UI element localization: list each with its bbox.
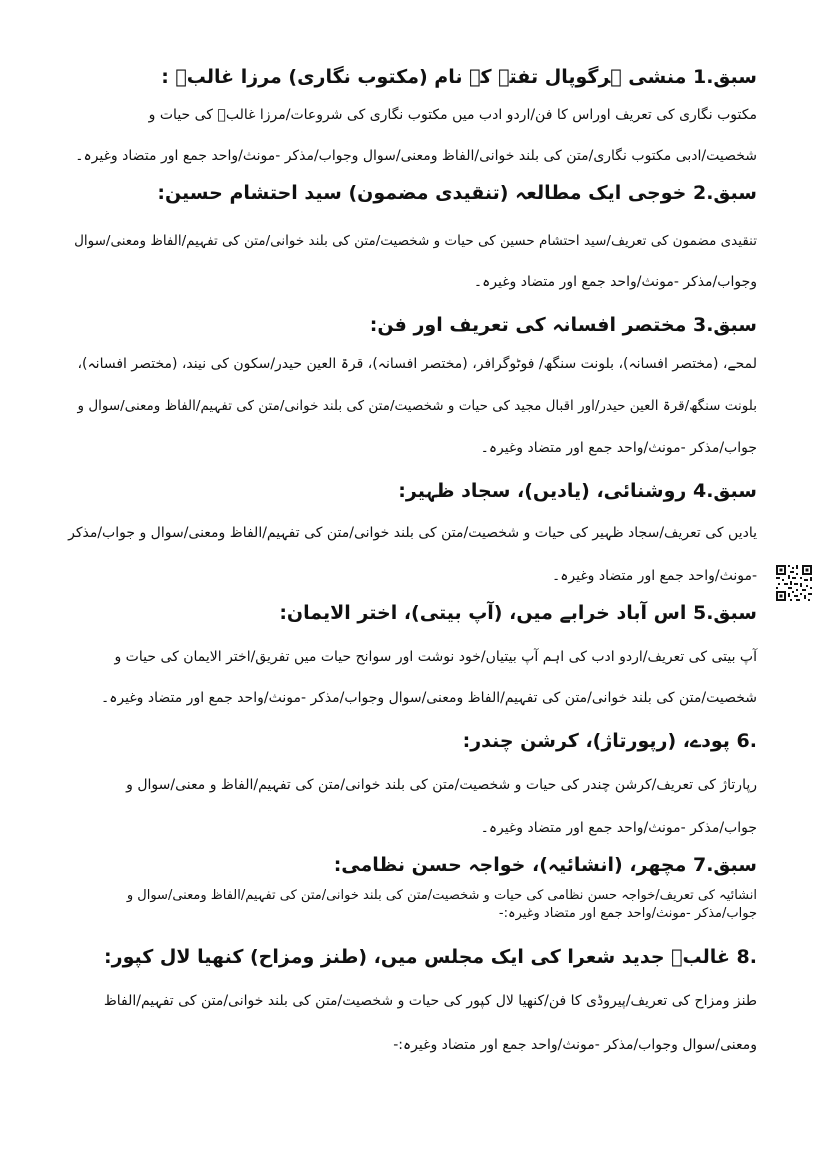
- lesson-5: [67, 600, 757, 626]
- lesson-3-body-2: [67, 395, 757, 417]
- lesson-heading: سبق.5 اس آباد خرابے میں، (آپ بیتی)، اختر الایمان:: [279, 602, 757, 624]
- lesson-heading: سبق.7 مچھر، (انشائیہ)، خواجہ حسن نظامی:: [333, 854, 757, 876]
- body-line: شخصیت/متن کی بلند خوانی/متن کی تفہیم/الفاظ ومعنی/سوال وجواب/مذکر -مونث/واحد جمع اور متضاد وغیرہ۔: [100, 690, 757, 706]
- lesson-1-body: [67, 104, 757, 126]
- lesson-8-body: [67, 990, 757, 1012]
- lesson-4: [67, 478, 757, 504]
- body-line: بلونت سنگھ/قرۃ العین حیدر/اور اقبال مجید کی حیات و شخصیت/متن کی بلند خوانی/متن کی تفہیم/الفاظ ومعنی/سوال و: [77, 398, 757, 414]
- lesson-4-body: [67, 522, 757, 544]
- body-line: تنقیدی مضمون کی تعریف/سید احتشام حسین کی حیات و شخصیت/متن کی بلند خوانی/متن کی تفہیم/الفاظ ومعنی/سوال: [74, 233, 757, 249]
- body-line: جواب/مذکر -مونث/واحد جمع اور متضاد وغیرہ۔: [480, 820, 757, 836]
- body-line: طنز ومزاح کی تعریف/پیروڈی کا فن/کنھیا لال کپور کی حیات و شخصیت/متن کی بلند خوانی/متن کی تفہیم/الفاظ: [103, 993, 757, 1009]
- body-line: -مونث/واحد جمع اور متضاد وغیرہ۔: [551, 568, 757, 584]
- lesson-6-body-2: [67, 817, 757, 839]
- body-line: لمحے، (مختصر افسانہ)، بلونت سنگھ/ فوٹوگرافر، (مختصر افسانہ)، قرۃ العین حیدر/سکون کی نیند، (مختصر افسانہ)،: [77, 356, 757, 372]
- body-line: جواب/مذکر -مونث/واحد جمع اور متضاد وغیرہ۔: [480, 440, 757, 456]
- lesson-3-body: [67, 353, 757, 375]
- lesson-6-body: [67, 774, 757, 796]
- lesson-heading: سبق.3 مختصر افسانہ کی تعریف اور فن:: [369, 314, 757, 336]
- body-line: ومعنی/سوال وجواب/مذکر -مونث/واحد جمع اور متضاد وغیرہ:-: [393, 1037, 757, 1053]
- body-line: مکتوب نگاری کی تعریف اوراس کا فن/اردو ادب میں مکتوب نگاری کی شروعات/مرزا غالبؔ کی حیات و: [148, 107, 757, 123]
- lesson-heading: .8 غالبؔ جدید شعرا کی ایک مجلس میں، (طنز ومزاح) کنھیا لال کپور:: [104, 946, 757, 968]
- qr-code-graphic: [775, 564, 813, 602]
- body-line: رپارتاژ کی تعریف/کرشن چندر کی حیات و شخصیت/متن کی بلند خوانی/متن کی تفہیم/الفاظ و معنی/سوال و: [126, 777, 757, 793]
- lesson-8: [67, 944, 757, 970]
- lesson-4-body-2: [67, 565, 757, 587]
- lesson-heading: سبق.4 روشنائی، (یادیں)، سجاد ظہیر:: [398, 480, 757, 502]
- body-line: وجواب/مذکر -مونث/واحد جمع اور متضاد وغیرہ۔: [473, 274, 757, 290]
- lesson-6: [67, 728, 757, 754]
- lesson-1-body-2: [67, 145, 757, 167]
- lesson-2-body: [67, 230, 757, 252]
- lesson-2-body-2: [67, 271, 757, 293]
- lesson-heading: سبق.2 خوجی ایک مطالعہ (تنقیدی مضمون) سید احتشام حسین:: [157, 182, 757, 204]
- lesson-8-body-2: [67, 1034, 757, 1056]
- lesson-5-body-2: [67, 687, 757, 709]
- lesson-7: [67, 852, 757, 878]
- lesson-heading: سبق.1 منشی ہرگوپال تفتہ کے نام (مکتوب نگاری) مرزا غالبؔ :: [161, 66, 757, 88]
- lesson-2: [67, 180, 757, 206]
- qr-code-icon: [775, 564, 813, 602]
- body-line: یادیں کی تعریف/سجاد ظہیر کی حیات و شخصیت/متن کی بلند خوانی/متن کی تفہیم/الفاظ ومعنی/سوال و جواب/مذکر: [68, 525, 757, 541]
- lesson-3: [67, 312, 757, 338]
- lesson-3-body-3: [67, 437, 757, 459]
- body-line: آپ بیتی کی تعریف/اردو ادب کی اہم آپ بیتیاں/خود نوشت اور سوانح حیات میں تفریق/اختر الایمان کی حیات و: [114, 649, 757, 665]
- lesson-heading: .6 پودے، (رپورتاژ)، کرشن چندر:: [462, 730, 757, 752]
- lesson-5-body: [67, 646, 757, 668]
- body-line: انشائیہ کی تعریف/خواجہ حسن نظامی کی حیات و شخصیت/متن کی بلند خوانی/متن کی تفہیم/الفاظ ومعنی/سوال و: [126, 888, 757, 903]
- body-line: جواب/مذکر -مونث/واحد جمع اور متضاد وغیرہ:-: [498, 906, 757, 921]
- lesson-1: [67, 64, 757, 90]
- lesson-7-body: [67, 887, 757, 923]
- body-line: شخصیت/ادبی مکتوب نگاری/متن کی بلند خوانی/الفاظ ومعنی/سوال وجواب/مذکر -مونث/واحد جمع اور متضاد وغیرہ۔: [75, 148, 757, 164]
